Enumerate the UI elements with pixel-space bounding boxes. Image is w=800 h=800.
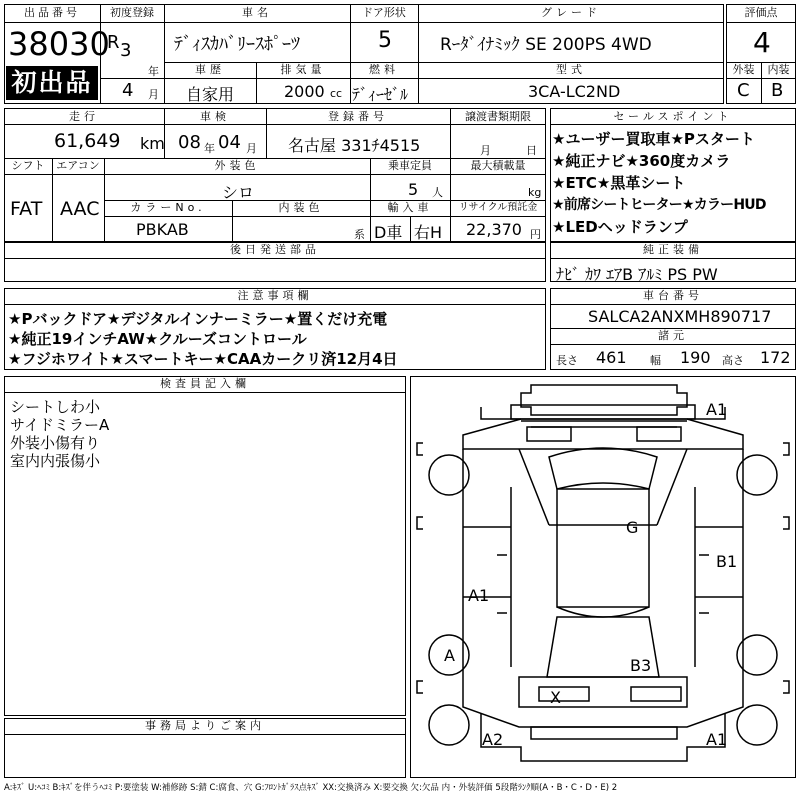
- transfer-month-unit: 月: [480, 144, 491, 157]
- mileage-unit: km: [140, 134, 165, 153]
- history: 自家用: [186, 85, 235, 104]
- color-no: PBKAB: [136, 220, 189, 239]
- model-code-label: 型式: [556, 63, 586, 76]
- chassis-number: SALCA2ANXMH890717: [588, 307, 772, 326]
- lot-no-label: 出品番号: [24, 6, 80, 19]
- door-count: 5: [378, 28, 392, 53]
- mark-left-door: A1: [468, 586, 490, 605]
- legend: A:ｷｽﾞ U:ﾍｺﾐ B:ｷｽﾞを伴うﾍｺﾐ P:要塗装 W:補修跡 S:錆 C:腐食、穴 G:ﾌﾛﾝﾄｶﾞﾗｽ点ｷｽﾞ XX:交換済み X:要交換 欠:欠品 内・外装評価 5段階ﾗﾝｸ順(A・B・C・D・E) 2: [4, 783, 618, 793]
- capacity-unit: 人: [432, 186, 443, 199]
- score: 4: [753, 26, 771, 59]
- recycle-unit: 円: [530, 228, 541, 241]
- inspection-year: 08: [178, 132, 201, 153]
- transfer-day-unit: 日: [526, 144, 537, 157]
- sales-point-item: ★前席シートヒーター★カラーHUD: [552, 197, 766, 213]
- displacement: 2000: [284, 82, 325, 101]
- inspection-year-unit: 年: [204, 142, 215, 155]
- reg-year: 3: [120, 40, 132, 61]
- lot-no: 38030: [8, 25, 110, 63]
- fuel: ﾃﾞｨｰｾﾞﾙ: [352, 85, 409, 104]
- drive-side: D車: [374, 223, 403, 242]
- mileage: 61,649: [54, 130, 121, 152]
- chassis-title: 車台番号: [643, 289, 703, 302]
- specs-title: 諸元: [658, 329, 688, 342]
- inspector-line: シートしわ小: [10, 398, 101, 416]
- interior-grade-label: 内装: [767, 63, 790, 76]
- plate-label: 登録番号: [328, 110, 388, 123]
- exterior-grade: C: [737, 80, 750, 101]
- car-name-label: 車名: [242, 6, 272, 19]
- sales-point-item: ★LEDヘッドランプ: [552, 218, 688, 236]
- mark-roof: G: [626, 518, 639, 537]
- ac-label: エアコン: [56, 159, 100, 172]
- genuine-equipment-title: 純正装備: [643, 243, 703, 256]
- era: R: [107, 32, 120, 53]
- inspector-title: 検査員記入欄: [160, 377, 250, 390]
- capacity: 5: [408, 180, 419, 199]
- length-label: 長さ: [556, 354, 578, 367]
- color-label: 外装色: [214, 159, 260, 172]
- plate: 名古屋 331ﾁ4515: [288, 136, 421, 155]
- first-listing-label: 初出品: [11, 68, 93, 97]
- reg-month: 4: [122, 80, 134, 101]
- mark-rear-left: A2: [482, 730, 504, 749]
- shift-label: シフト: [11, 159, 45, 172]
- reg-month-unit: 月: [148, 88, 159, 101]
- reg-year-unit: 年: [148, 65, 159, 78]
- displacement-label: 排気量: [280, 63, 326, 76]
- mark-rear-center: X: [550, 688, 561, 707]
- width: 190: [680, 348, 711, 367]
- genuine-equipment-value: ﾅﾋﾞ ｶﾜ ｴｱB ｱﾙﾐ PS PW: [556, 265, 718, 284]
- max-load-unit: kg: [528, 186, 542, 199]
- length: 461: [596, 348, 627, 367]
- grade: Rｰﾀﾞｲﾅﾐｯｸ SE 200PS 4WD: [440, 35, 652, 55]
- mark-right-door: B1: [716, 552, 738, 571]
- exterior-grade-label: 外装: [732, 63, 755, 76]
- model-code: 3CA-LC2ND: [528, 82, 621, 101]
- max-load-label: 最大積載量: [470, 159, 526, 172]
- inspector-line: サイドミラーA: [10, 416, 110, 434]
- mark-front-right: A1: [706, 400, 728, 419]
- history-label: 車歴: [195, 63, 225, 76]
- sales-point-item: ★ETC★黒革シート: [552, 174, 686, 192]
- mark-left-rear-wheel: A: [444, 646, 455, 665]
- interior-color-suffix: 系: [354, 228, 365, 241]
- color-no-label: カラーNo.: [130, 201, 206, 214]
- score-label: 評価点: [744, 6, 778, 19]
- fuel-label: 燃料: [369, 63, 399, 76]
- note-line: ★フジホワイト★スマートキー★CAAカークリ済12月4日: [8, 350, 398, 368]
- inspector-line: 外装小傷有り: [10, 434, 101, 452]
- sales-point-item: ★純正ナビ★360度カメラ: [552, 152, 731, 170]
- capacity-label: 乗車定員: [388, 159, 432, 172]
- inspection-label: 車検: [200, 110, 230, 123]
- car-outline: [411, 377, 795, 777]
- car-name: ﾃﾞｨｽｶﾊﾞﾘｰｽﾎﾟｰﾂ: [174, 34, 300, 55]
- grade-label: グレード: [541, 6, 601, 19]
- mark-rear-glass: B3: [630, 656, 652, 675]
- steering: 右H: [414, 223, 443, 242]
- color: シロ: [222, 183, 255, 202]
- first-reg-label: 初度登録: [110, 6, 154, 19]
- transfer-label: 譲渡書類期限: [465, 110, 531, 123]
- car-diagram: [410, 376, 796, 778]
- note-line: ★Pバックドア★デジタルインナーミラー★置くだけ充電: [8, 310, 388, 328]
- width-label: 幅: [650, 354, 661, 367]
- recycle-label: リサイクル預託金: [458, 202, 538, 213]
- sales-point-item: ★ユーザー買取車★Pスタート: [552, 130, 755, 148]
- details-table: [4, 108, 546, 242]
- height: 172: [760, 348, 791, 367]
- mileage-label: 走行: [69, 110, 99, 123]
- interior-grade: B: [771, 80, 784, 101]
- note-line: ★純正19インチAW★クルーズコントロール: [8, 330, 307, 348]
- notes-title: 注意事項欄: [237, 289, 313, 302]
- shipped-parts-title: 後日発送部品: [230, 243, 320, 256]
- inspector-line: 室内内張傷小: [10, 452, 101, 470]
- import-label: 輸入車: [387, 201, 433, 214]
- recycle: 22,370: [466, 220, 522, 239]
- interior-color-label: 内装色: [278, 201, 324, 214]
- shift: FAT: [10, 198, 43, 220]
- sales-points-title: セールスポイント: [613, 110, 733, 123]
- door-label: ドア形状: [362, 6, 406, 19]
- ac: AAC: [60, 198, 100, 220]
- height-label: 高さ: [722, 354, 744, 367]
- office-title: 事務局よりご案内: [145, 719, 265, 732]
- inspection-month: 04: [218, 132, 241, 153]
- inspection-month-unit: 月: [246, 142, 257, 155]
- displacement-unit: cc: [330, 87, 343, 100]
- mark-rear-right: A1: [706, 730, 728, 749]
